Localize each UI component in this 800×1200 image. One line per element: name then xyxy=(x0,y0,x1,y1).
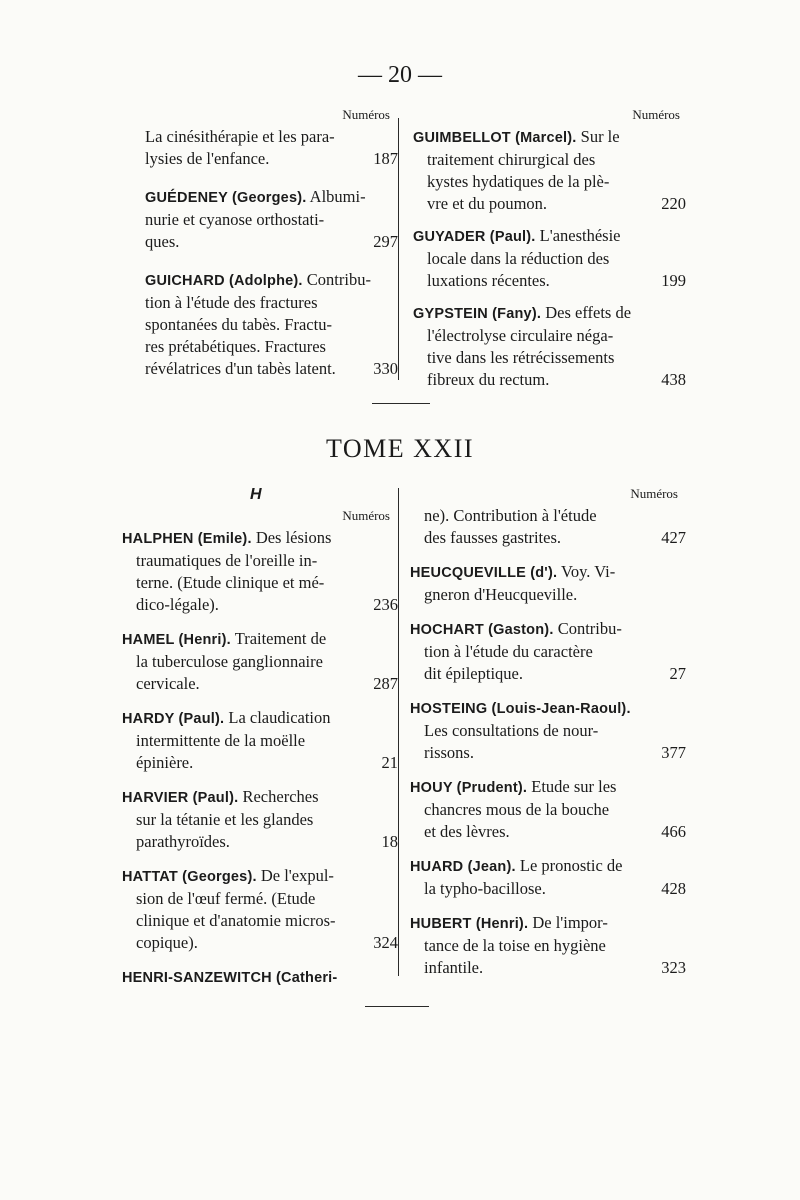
column-divider-bottom xyxy=(398,488,399,976)
entry-line: sion de l'œuf fermé. (Etude xyxy=(136,889,316,908)
entry-line xyxy=(122,527,390,550)
entry-line xyxy=(145,269,390,292)
entry-line: gneron d'Heucqueville. xyxy=(424,585,578,604)
index-entry xyxy=(413,126,686,215)
entry-line: tion à l'étude des fractures xyxy=(145,293,318,312)
entry-line: cervicale. xyxy=(136,674,200,693)
index-entry xyxy=(413,302,686,391)
entry-text: La cinésithérapie et les para- xyxy=(145,127,335,146)
entry-line: clinique et d'anatomie micros- xyxy=(136,911,336,930)
author-name: HARVIER (Paul). xyxy=(122,790,239,806)
entry-number: 297 xyxy=(373,232,398,251)
author-name: HENRI-SANZEWITCH (Catheri- xyxy=(122,970,338,986)
entry-text: Voy. Vi- xyxy=(557,562,616,581)
entry-text: Albumi- xyxy=(306,187,366,206)
entry-number: 323 xyxy=(661,958,686,977)
entry-text: De l'expul- xyxy=(256,866,334,885)
entry-line xyxy=(122,628,390,651)
entry-line: l'électrolyse circulaire néga- xyxy=(427,326,614,345)
entry-number: 330 xyxy=(373,359,398,378)
index-entry xyxy=(413,225,686,292)
index-entry xyxy=(122,786,398,853)
entry-number: 27 xyxy=(669,664,686,683)
author-name: GUIMBELLOT (Marcel). xyxy=(413,130,577,146)
entry-text: De l'impor- xyxy=(528,913,608,932)
index-entry xyxy=(410,697,686,764)
index-entry xyxy=(122,628,398,695)
author-name: GUICHARD (Adolphe). xyxy=(145,273,303,289)
author-name: HUARD (Jean). xyxy=(410,859,516,875)
entry-number: 427 xyxy=(661,528,686,547)
entry-line: la tuberculose ganglionnaire xyxy=(136,652,323,671)
entry-line: tion à l'étude du caractère xyxy=(424,642,593,661)
entry-text: Recherches xyxy=(238,787,319,806)
entry-number: 187 xyxy=(373,149,398,168)
index-entry xyxy=(410,855,686,900)
numeros-header-top-left: Numéros xyxy=(342,107,390,122)
index-entry xyxy=(410,618,686,685)
numeros-header-bottom-left: Numéros xyxy=(342,508,390,523)
entry-line: la typho-bacillose. xyxy=(424,879,546,898)
index-entry xyxy=(410,561,678,606)
entry-line xyxy=(122,786,390,809)
author-name: HOCHART (Gaston). xyxy=(410,622,554,638)
entry-line xyxy=(410,561,678,584)
index-entry xyxy=(410,505,686,549)
entry-number: 377 xyxy=(661,743,686,762)
index-column-top-left xyxy=(145,126,398,380)
entry-line xyxy=(410,776,678,799)
entry-line: Les consultations de nour- xyxy=(424,721,599,740)
entry-line: parathyroïdes. xyxy=(136,832,230,851)
entry-line: chancres mous de la bouche xyxy=(424,800,610,819)
column-divider-top xyxy=(398,118,399,380)
author-name: HUBERT (Henri). xyxy=(410,916,529,932)
entry-line: tive dans les rétrécissements xyxy=(427,348,615,367)
entry-line: ques. xyxy=(145,232,180,251)
entry-text: La claudication xyxy=(224,708,331,727)
entry-line: lysies de l'enfance. xyxy=(145,149,270,168)
entry-number: 21 xyxy=(381,753,398,772)
index-entry xyxy=(122,865,398,954)
entry-text: Contribu- xyxy=(302,270,371,289)
entry-text: Traitement de xyxy=(230,629,327,648)
numeros-header-top-right: Numéros xyxy=(632,107,680,122)
entry-line: infantile. xyxy=(424,958,484,977)
entry-line: res prétabétiques. Fractures xyxy=(145,337,326,356)
entry-line xyxy=(410,855,678,878)
index-entry xyxy=(410,776,686,843)
entry-number: 199 xyxy=(661,271,686,290)
author-name: HALPHEN (Emile). xyxy=(122,531,252,547)
author-name: HARDY (Paul). xyxy=(122,711,225,727)
entry-line xyxy=(145,126,390,148)
tome-heading: TOME XXII xyxy=(325,434,475,463)
entry-text: L'anesthésie xyxy=(535,226,621,245)
entry-line: locale dans la réduction des xyxy=(427,249,610,268)
entry-text: Des effets de xyxy=(541,303,632,322)
entry-text: Etude sur les xyxy=(527,777,617,796)
entry-line xyxy=(122,707,390,730)
entry-line: vre et du poumon. xyxy=(427,194,548,213)
entry-line: traitement chirurgical des xyxy=(427,150,596,169)
entry-line: spontanées du tabès. Fractu- xyxy=(145,315,332,334)
entry-line: terne. (Etude clinique et mé- xyxy=(136,573,325,592)
author-name: HAMEL (Henri). xyxy=(122,632,231,648)
entry-line: tance de la toise en hygiène xyxy=(424,936,606,955)
entry-line: et des lèvres. xyxy=(424,822,510,841)
entry-line: révélatrices d'un tabès latent. xyxy=(145,359,336,378)
entry-line: nurie et cyanose orthostati- xyxy=(145,210,325,229)
index-entry xyxy=(122,527,398,616)
entry-line: fibreux du rectum. xyxy=(427,370,550,389)
author-name: GYPSTEIN (Fany). xyxy=(413,306,542,322)
index-column-bottom-right xyxy=(410,505,686,979)
entry-number: 220 xyxy=(661,194,686,213)
entry-line: dit épileptique. xyxy=(424,664,523,683)
entry-text: Contribu- xyxy=(553,619,622,638)
entry-line xyxy=(410,618,678,641)
entry-line: épinière. xyxy=(136,753,194,772)
entry-line xyxy=(122,966,390,989)
numeros-header-bottom-right: Numéros xyxy=(630,486,678,501)
entry-line: intermittente de la moëlle xyxy=(136,731,306,750)
entry-line: dico-légale). xyxy=(136,595,219,614)
author-name: HATTAT (Georges). xyxy=(122,869,257,885)
entry-line: rissons. xyxy=(424,743,474,762)
entry-text: ne). Contribution à l'étude xyxy=(424,506,597,525)
index-entry xyxy=(122,707,398,774)
entry-line: copique). xyxy=(136,933,198,952)
index-column-bottom-left xyxy=(122,527,398,989)
entry-number: 428 xyxy=(661,879,686,898)
entry-line xyxy=(413,126,678,149)
entry-text: Le pronostic de xyxy=(515,856,623,875)
index-entry xyxy=(145,269,398,380)
entry-line: sur la tétanie et les glandes xyxy=(136,810,314,829)
author-name: HOUY (Prudent). xyxy=(410,780,528,796)
bottom-rule xyxy=(365,1006,429,1007)
author-name: HOSTEING (Louis-Jean-Raoul). xyxy=(410,701,631,717)
author-name: HEUCQUEVILLE (d'). xyxy=(410,565,558,581)
section-divider xyxy=(372,403,430,404)
entry-number: 18 xyxy=(381,832,398,851)
section-letter: H xyxy=(250,486,262,503)
entry-line: traumatiques de l'oreille in- xyxy=(136,551,318,570)
entry-line xyxy=(413,225,678,248)
entry-line: kystes hydatiques de la plè- xyxy=(427,172,610,191)
author-name: GUYADER (Paul). xyxy=(413,229,536,245)
index-column-top-right xyxy=(413,126,686,391)
entry-line xyxy=(122,865,390,888)
entry-line xyxy=(410,697,678,720)
entry-line xyxy=(413,302,678,325)
entry-number: 236 xyxy=(373,595,398,614)
entry-number: 438 xyxy=(661,370,686,389)
entry-text: Des lésions xyxy=(251,528,332,547)
page-number: — 20 — xyxy=(358,62,442,88)
entry-line xyxy=(410,912,678,935)
entry-text: Sur le xyxy=(576,127,620,146)
entry-line: des fausses gastrites. xyxy=(424,528,562,547)
entry-line xyxy=(410,505,678,527)
entry-number: 287 xyxy=(373,674,398,693)
index-entry xyxy=(145,126,398,170)
index-entry xyxy=(410,912,686,979)
entry-number: 324 xyxy=(373,933,398,952)
entry-line xyxy=(145,186,390,209)
entry-number: 466 xyxy=(661,822,686,841)
entry-line: luxations récentes. xyxy=(427,271,550,290)
author-name: GUÉDENEY (Georges). xyxy=(145,190,307,206)
index-entry xyxy=(122,966,390,989)
index-entry xyxy=(145,186,398,253)
